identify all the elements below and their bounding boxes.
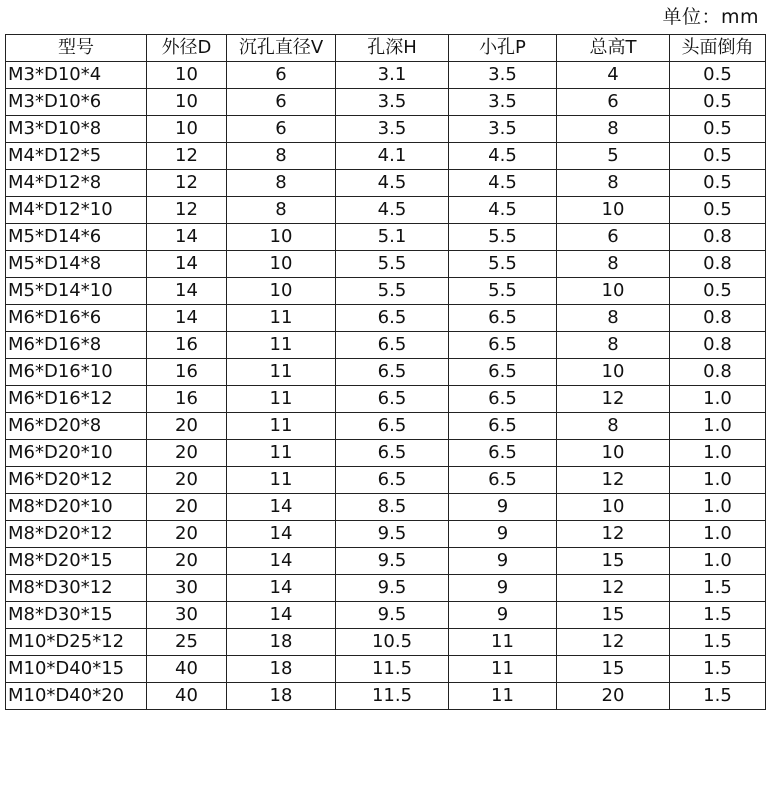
cell-model: M8*D20*12 bbox=[6, 521, 147, 548]
header-small-hole: 小孔P bbox=[449, 35, 557, 62]
cell-hole-depth: 3.5 bbox=[336, 89, 449, 116]
table-row bbox=[6, 359, 766, 386]
cell-chamfer: 0.5 bbox=[670, 89, 766, 116]
cell-small-hole: 6.5 bbox=[449, 305, 557, 332]
cell-hole-depth: 3.5 bbox=[336, 116, 449, 143]
cell-model: M10*D40*20 bbox=[6, 683, 147, 710]
table-row bbox=[6, 683, 766, 710]
cell-outer-diameter: 30 bbox=[147, 602, 227, 629]
cell-total-height: 15 bbox=[557, 602, 670, 629]
cell-hole-depth: 9.5 bbox=[336, 602, 449, 629]
cell-counterbore-diameter: 11 bbox=[227, 305, 336, 332]
cell-hole-depth: 11.5 bbox=[336, 683, 449, 710]
cell-chamfer: 1.0 bbox=[670, 548, 766, 575]
cell-small-hole: 9 bbox=[449, 548, 557, 575]
cell-outer-diameter: 14 bbox=[147, 305, 227, 332]
cell-counterbore-diameter: 14 bbox=[227, 521, 336, 548]
cell-counterbore-diameter: 18 bbox=[227, 683, 336, 710]
cell-outer-diameter: 20 bbox=[147, 467, 227, 494]
cell-model: M8*D30*15 bbox=[6, 602, 147, 629]
cell-counterbore-diameter: 10 bbox=[227, 224, 336, 251]
cell-hole-depth: 5.5 bbox=[336, 278, 449, 305]
cell-model: M6*D16*6 bbox=[6, 305, 147, 332]
table-row bbox=[6, 413, 766, 440]
cell-chamfer: 0.5 bbox=[670, 278, 766, 305]
cell-counterbore-diameter: 18 bbox=[227, 656, 336, 683]
cell-outer-diameter: 20 bbox=[147, 494, 227, 521]
cell-chamfer: 0.8 bbox=[670, 305, 766, 332]
cell-total-height: 12 bbox=[557, 521, 670, 548]
cell-total-height: 10 bbox=[557, 359, 670, 386]
cell-chamfer: 1.0 bbox=[670, 494, 766, 521]
cell-small-hole: 5.5 bbox=[449, 251, 557, 278]
cell-total-height: 12 bbox=[557, 386, 670, 413]
cell-chamfer: 1.5 bbox=[670, 656, 766, 683]
cell-hole-depth: 5.1 bbox=[336, 224, 449, 251]
table-row bbox=[6, 629, 766, 656]
unit-label: 单位：mm bbox=[662, 6, 759, 28]
cell-model: M3*D10*4 bbox=[6, 62, 147, 89]
cell-small-hole: 9 bbox=[449, 602, 557, 629]
cell-outer-diameter: 10 bbox=[147, 62, 227, 89]
cell-total-height: 10 bbox=[557, 494, 670, 521]
cell-chamfer: 1.5 bbox=[670, 629, 766, 656]
cell-chamfer: 1.0 bbox=[670, 440, 766, 467]
cell-small-hole: 6.5 bbox=[449, 413, 557, 440]
cell-small-hole: 11 bbox=[449, 656, 557, 683]
cell-chamfer: 0.5 bbox=[670, 197, 766, 224]
cell-hole-depth: 6.5 bbox=[336, 467, 449, 494]
table-row bbox=[6, 170, 766, 197]
cell-hole-depth: 4.5 bbox=[336, 170, 449, 197]
header-counterbore-diameter: 沉孔直径V bbox=[227, 35, 336, 62]
cell-model: M10*D25*12 bbox=[6, 629, 147, 656]
table-row bbox=[6, 251, 766, 278]
cell-outer-diameter: 20 bbox=[147, 548, 227, 575]
table-row bbox=[6, 143, 766, 170]
cell-hole-depth: 6.5 bbox=[336, 440, 449, 467]
cell-total-height: 12 bbox=[557, 575, 670, 602]
cell-hole-depth: 10.5 bbox=[336, 629, 449, 656]
cell-hole-depth: 6.5 bbox=[336, 305, 449, 332]
cell-small-hole: 4.5 bbox=[449, 170, 557, 197]
cell-model: M8*D20*10 bbox=[6, 494, 147, 521]
cell-small-hole: 9 bbox=[449, 575, 557, 602]
cell-total-height: 12 bbox=[557, 629, 670, 656]
cell-counterbore-diameter: 8 bbox=[227, 170, 336, 197]
cell-model: M8*D20*15 bbox=[6, 548, 147, 575]
table-row bbox=[6, 548, 766, 575]
cell-model: M8*D30*12 bbox=[6, 575, 147, 602]
cell-hole-depth: 9.5 bbox=[336, 575, 449, 602]
cell-model: M3*D10*6 bbox=[6, 89, 147, 116]
cell-small-hole: 6.5 bbox=[449, 332, 557, 359]
cell-counterbore-diameter: 18 bbox=[227, 629, 336, 656]
table-row bbox=[6, 602, 766, 629]
cell-outer-diameter: 14 bbox=[147, 224, 227, 251]
cell-total-height: 8 bbox=[557, 251, 670, 278]
header-hole-depth: 孔深H bbox=[336, 35, 449, 62]
cell-chamfer: 1.5 bbox=[670, 575, 766, 602]
table-row bbox=[6, 116, 766, 143]
cell-chamfer: 0.5 bbox=[670, 116, 766, 143]
cell-hole-depth: 11.5 bbox=[336, 656, 449, 683]
cell-small-hole: 6.5 bbox=[449, 359, 557, 386]
cell-outer-diameter: 40 bbox=[147, 683, 227, 710]
table-row bbox=[6, 278, 766, 305]
cell-counterbore-diameter: 11 bbox=[227, 332, 336, 359]
cell-model: M5*D14*10 bbox=[6, 278, 147, 305]
cell-chamfer: 1.5 bbox=[670, 602, 766, 629]
table-row bbox=[6, 467, 766, 494]
cell-hole-depth: 4.5 bbox=[336, 197, 449, 224]
cell-counterbore-diameter: 11 bbox=[227, 440, 336, 467]
cell-hole-depth: 9.5 bbox=[336, 521, 449, 548]
cell-outer-diameter: 12 bbox=[147, 170, 227, 197]
cell-model: M4*D12*5 bbox=[6, 143, 147, 170]
cell-counterbore-diameter: 8 bbox=[227, 143, 336, 170]
table-header-row bbox=[6, 35, 766, 62]
cell-hole-depth: 6.5 bbox=[336, 359, 449, 386]
header-chamfer: 头面倒角 bbox=[670, 35, 766, 62]
cell-outer-diameter: 20 bbox=[147, 521, 227, 548]
cell-outer-diameter: 40 bbox=[147, 656, 227, 683]
header-total-height: 总高T bbox=[557, 35, 670, 62]
table-row bbox=[6, 62, 766, 89]
cell-total-height: 6 bbox=[557, 224, 670, 251]
table-row bbox=[6, 440, 766, 467]
table-body bbox=[6, 62, 766, 710]
cell-outer-diameter: 16 bbox=[147, 386, 227, 413]
cell-hole-depth: 8.5 bbox=[336, 494, 449, 521]
cell-model: M6*D16*10 bbox=[6, 359, 147, 386]
cell-small-hole: 4.5 bbox=[449, 197, 557, 224]
cell-outer-diameter: 16 bbox=[147, 359, 227, 386]
cell-total-height: 15 bbox=[557, 656, 670, 683]
table-row bbox=[6, 386, 766, 413]
cell-outer-diameter: 12 bbox=[147, 197, 227, 224]
cell-model: M4*D12*8 bbox=[6, 170, 147, 197]
cell-hole-depth: 3.1 bbox=[336, 62, 449, 89]
cell-hole-depth: 6.5 bbox=[336, 386, 449, 413]
table-row bbox=[6, 494, 766, 521]
table-row bbox=[6, 89, 766, 116]
cell-chamfer: 0.5 bbox=[670, 170, 766, 197]
cell-model: M6*D16*12 bbox=[6, 386, 147, 413]
cell-model: M6*D16*8 bbox=[6, 332, 147, 359]
cell-counterbore-diameter: 6 bbox=[227, 62, 336, 89]
cell-small-hole: 11 bbox=[449, 683, 557, 710]
cell-outer-diameter: 14 bbox=[147, 251, 227, 278]
cell-small-hole: 4.5 bbox=[449, 143, 557, 170]
cell-chamfer: 1.0 bbox=[670, 467, 766, 494]
cell-total-height: 10 bbox=[557, 278, 670, 305]
cell-counterbore-diameter: 11 bbox=[227, 467, 336, 494]
cell-small-hole: 3.5 bbox=[449, 62, 557, 89]
cell-hole-depth: 5.5 bbox=[336, 251, 449, 278]
cell-total-height: 20 bbox=[557, 683, 670, 710]
cell-total-height: 8 bbox=[557, 116, 670, 143]
cell-outer-diameter: 30 bbox=[147, 575, 227, 602]
header-outer-diameter: 外径D bbox=[147, 35, 227, 62]
cell-small-hole: 6.5 bbox=[449, 386, 557, 413]
cell-total-height: 15 bbox=[557, 548, 670, 575]
cell-counterbore-diameter: 14 bbox=[227, 575, 336, 602]
cell-counterbore-diameter: 11 bbox=[227, 413, 336, 440]
cell-chamfer: 1.0 bbox=[670, 521, 766, 548]
table-row bbox=[6, 224, 766, 251]
header-model: 型号 bbox=[6, 35, 147, 62]
cell-model: M6*D20*8 bbox=[6, 413, 147, 440]
cell-total-height: 5 bbox=[557, 143, 670, 170]
cell-counterbore-diameter: 8 bbox=[227, 197, 336, 224]
cell-total-height: 6 bbox=[557, 89, 670, 116]
cell-model: M3*D10*8 bbox=[6, 116, 147, 143]
cell-hole-depth: 9.5 bbox=[336, 548, 449, 575]
cell-chamfer: 0.8 bbox=[670, 332, 766, 359]
cell-counterbore-diameter: 11 bbox=[227, 386, 336, 413]
cell-small-hole: 9 bbox=[449, 494, 557, 521]
cell-counterbore-diameter: 14 bbox=[227, 548, 336, 575]
cell-chamfer: 0.8 bbox=[670, 251, 766, 278]
cell-small-hole: 3.5 bbox=[449, 89, 557, 116]
cell-model: M5*D14*6 bbox=[6, 224, 147, 251]
cell-small-hole: 3.5 bbox=[449, 116, 557, 143]
cell-total-height: 8 bbox=[557, 332, 670, 359]
cell-outer-diameter: 20 bbox=[147, 413, 227, 440]
cell-chamfer: 0.8 bbox=[670, 224, 766, 251]
cell-model: M6*D20*10 bbox=[6, 440, 147, 467]
cell-hole-depth: 4.1 bbox=[336, 143, 449, 170]
cell-total-height: 8 bbox=[557, 305, 670, 332]
cell-hole-depth: 6.5 bbox=[336, 332, 449, 359]
cell-counterbore-diameter: 11 bbox=[227, 359, 336, 386]
cell-model: M6*D20*12 bbox=[6, 467, 147, 494]
cell-counterbore-diameter: 14 bbox=[227, 494, 336, 521]
table-row bbox=[6, 332, 766, 359]
cell-small-hole: 9 bbox=[449, 521, 557, 548]
cell-hole-depth: 6.5 bbox=[336, 413, 449, 440]
cell-total-height: 10 bbox=[557, 440, 670, 467]
cell-small-hole: 11 bbox=[449, 629, 557, 656]
cell-model: M5*D14*8 bbox=[6, 251, 147, 278]
cell-counterbore-diameter: 6 bbox=[227, 89, 336, 116]
cell-outer-diameter: 20 bbox=[147, 440, 227, 467]
cell-small-hole: 5.5 bbox=[449, 278, 557, 305]
cell-counterbore-diameter: 10 bbox=[227, 278, 336, 305]
cell-total-height: 10 bbox=[557, 197, 670, 224]
cell-chamfer: 0.5 bbox=[670, 143, 766, 170]
cell-outer-diameter: 10 bbox=[147, 116, 227, 143]
cell-model: M10*D40*15 bbox=[6, 656, 147, 683]
cell-counterbore-diameter: 10 bbox=[227, 251, 336, 278]
cell-chamfer: 0.5 bbox=[670, 62, 766, 89]
cell-model: M4*D12*10 bbox=[6, 197, 147, 224]
table-row bbox=[6, 575, 766, 602]
table-row bbox=[6, 305, 766, 332]
cell-counterbore-diameter: 14 bbox=[227, 602, 336, 629]
cell-chamfer: 1.0 bbox=[670, 413, 766, 440]
cell-total-height: 8 bbox=[557, 170, 670, 197]
cell-chamfer: 1.5 bbox=[670, 683, 766, 710]
table-row bbox=[6, 656, 766, 683]
cell-total-height: 8 bbox=[557, 413, 670, 440]
cell-small-hole: 5.5 bbox=[449, 224, 557, 251]
cell-chamfer: 1.0 bbox=[670, 386, 766, 413]
cell-total-height: 4 bbox=[557, 62, 670, 89]
cell-counterbore-diameter: 6 bbox=[227, 116, 336, 143]
spec-table bbox=[5, 34, 766, 710]
cell-outer-diameter: 16 bbox=[147, 332, 227, 359]
cell-outer-diameter: 10 bbox=[147, 89, 227, 116]
cell-small-hole: 6.5 bbox=[449, 440, 557, 467]
cell-small-hole: 6.5 bbox=[449, 467, 557, 494]
table-row bbox=[6, 521, 766, 548]
cell-chamfer: 0.8 bbox=[670, 359, 766, 386]
cell-outer-diameter: 14 bbox=[147, 278, 227, 305]
cell-outer-diameter: 25 bbox=[147, 629, 227, 656]
table-row bbox=[6, 197, 766, 224]
cell-total-height: 12 bbox=[557, 467, 670, 494]
cell-outer-diameter: 12 bbox=[147, 143, 227, 170]
